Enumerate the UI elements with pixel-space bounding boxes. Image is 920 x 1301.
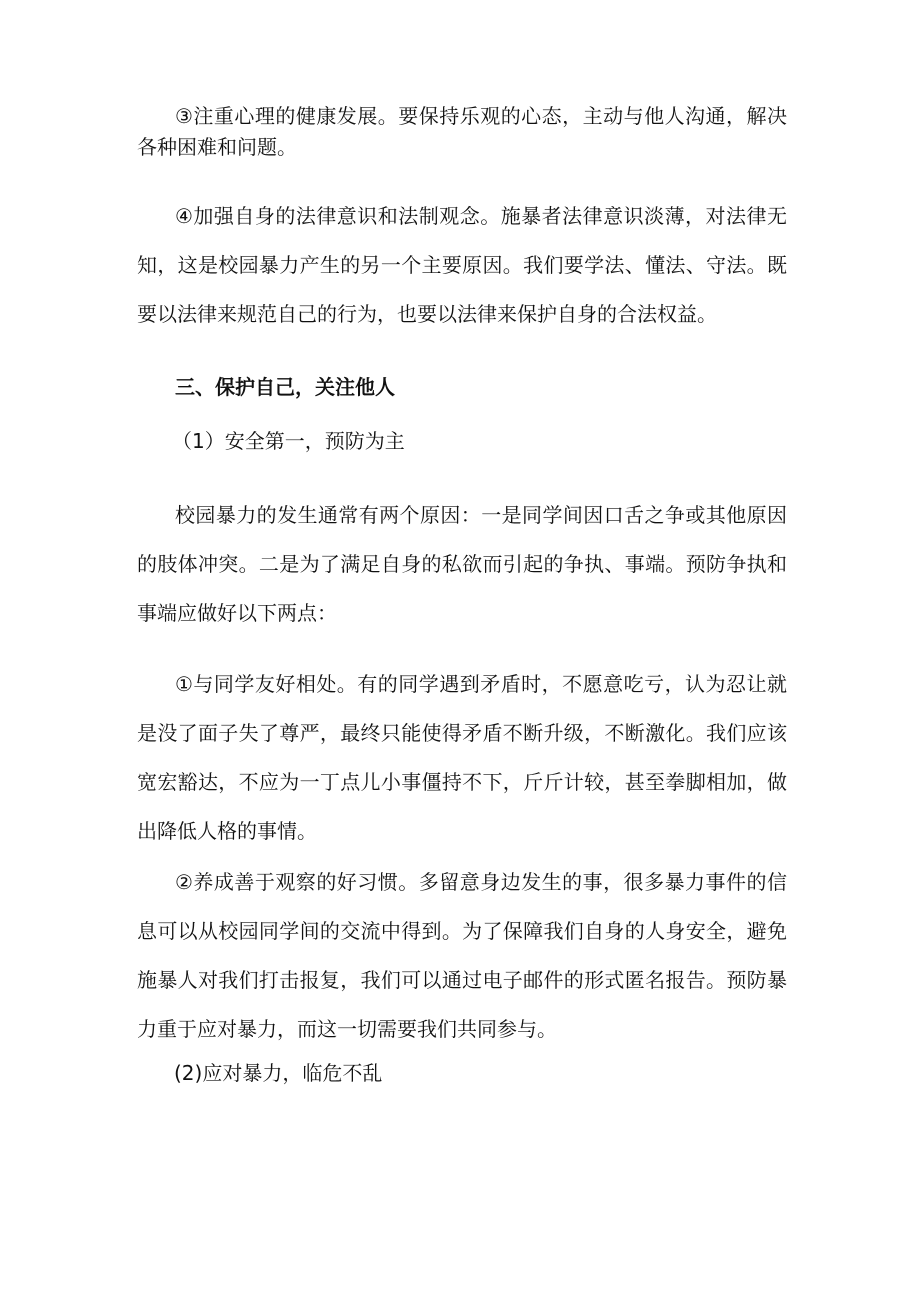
paragraph-line: 施暴人对我们打击报复，我们可以通过电子邮件的形式匿名报告。预防暴 [137, 968, 787, 992]
paragraph-line: 知，这是校园暴力产生的另一个主要原因。我们要学法、懂法、守法。既 [137, 253, 787, 277]
subsection-heading: （1）安全第一，预防为主 [172, 429, 405, 453]
paragraph-line: 的肢体冲突。二是为了满足自身的私欲而引起的争执、事端。预防争执和 [137, 552, 787, 576]
paragraph-line: ④加强自身的法律意识和法制观念。施暴者法律意识淡薄，对法律无 [175, 204, 787, 228]
paragraph-line: 要以法律来规范自己的行为，也要以法律来保护自身的合法权益。 [137, 302, 717, 326]
paragraph-get-along [137, 660, 787, 856]
section-heading: 三、保护自己，关注他人 [175, 375, 395, 399]
paragraph-line: 是没了面子失了尊严，最终只能使得矛盾不断升级，不断激化。我们应该 [137, 721, 787, 745]
paragraph-legal-awareness [137, 192, 787, 339]
paragraph-line: 出降低人格的事情。 [137, 819, 317, 843]
paragraph-line: 息可以从校园同学间的交流中得到。为了保障我们自身的人身安全，避免 [137, 919, 787, 943]
paragraph-observation [137, 858, 787, 1054]
paragraph-causes [137, 491, 787, 638]
paragraph-line: 校园暴力的发生通常有两个原因：一是同学间因口舌之争或其他原因 [175, 503, 787, 527]
paragraph-line: 各种困难和问题。 [137, 135, 297, 159]
paragraph-line: ②养成善于观察的好习惯。多留意身边发生的事，很多暴力事件的信 [175, 870, 787, 894]
paragraph-line: 力重于应对暴力，而这一切需要我们共同参与。 [137, 1017, 557, 1041]
paragraph-line: 宽宏豁达，不应为一丁点儿小事僵持不下，斤斤计较，甚至拳脚相加，做 [137, 770, 787, 794]
subsection-heading: (2)应对暴力，临危不乱 [174, 1061, 383, 1085]
paragraph-line: 事端应做好以下两点： [137, 601, 337, 625]
paragraph-mental-health [137, 92, 787, 165]
paragraph-line: ③注重心理的健康发展。要保持乐观的心态，主动与他人沟通，解决 [175, 104, 787, 128]
paragraph-line: ①与同学友好相处。有的同学遇到矛盾时，不愿意吃亏，认为忍让就 [175, 672, 787, 696]
